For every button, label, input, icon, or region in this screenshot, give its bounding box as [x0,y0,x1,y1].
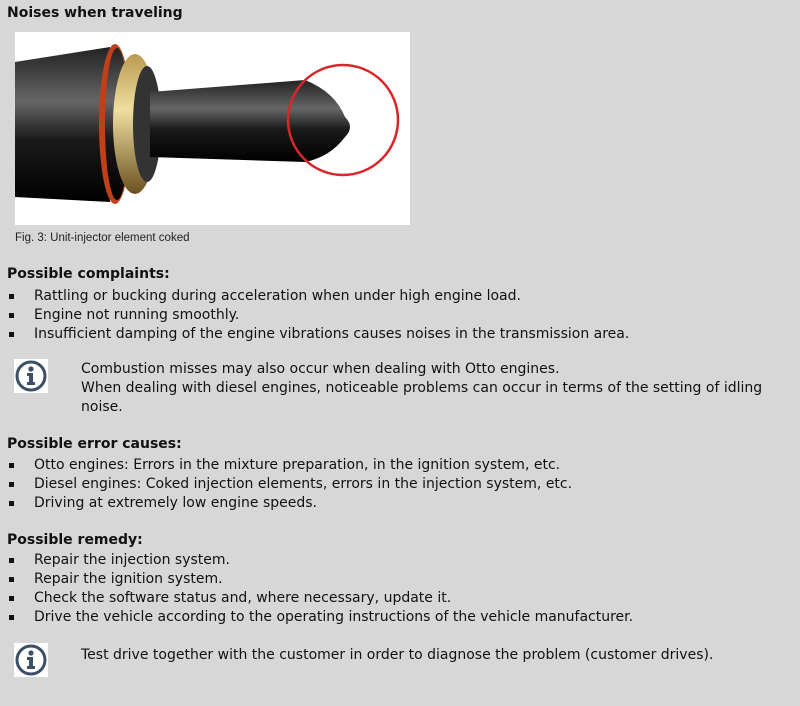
note-line: Combustion misses may also occur when dealing with Otto engines. [81,361,560,377]
list-item: Repair the injection system. [7,551,633,570]
complaints-heading: Possible complaints: [7,266,170,282]
figure-caption: Fig. 3: Unit-injector element coked [15,232,190,244]
note-line: When dealing with diesel engines, noticeable problems can occur in terms of the setting of idling noise. [81,380,763,415]
list-item: Diesel engines: Coked injection elements, errors in the injection system, etc. [7,475,572,494]
list-item: Rattling or bucking during acceleration when under high engine load. [7,287,629,306]
remedy-list [7,551,633,627]
list-item: Insufficient damping of the engine vibrations causes noises in the transmission area. [7,325,629,344]
info-icon [14,643,48,677]
causes-list [7,456,572,513]
causes-heading: Possible error causes: [7,436,182,452]
list-item: Repair the ignition system. [7,570,633,589]
info-icon [14,359,48,393]
info-note-2: Test drive together with the customer in order to diagnose the problem (customer drives). [81,647,714,663]
list-item: Engine not running smoothly. [7,306,629,325]
info-note-1 [81,360,781,417]
remedy-heading: Possible remedy: [7,532,143,548]
complaints-list [7,287,629,344]
list-item: Otto engines: Errors in the mixture preparation, in the ignition system, etc. [7,456,572,475]
list-item: Check the software status and, where necessary, update it. [7,589,633,608]
list-item: Drive the vehicle according to the operating instructions of the vehicle manufacturer. [7,608,633,627]
list-item: Driving at extremely low engine speeds. [7,494,572,513]
injector-photo [15,32,410,225]
page-title: Noises when traveling [7,5,183,21]
